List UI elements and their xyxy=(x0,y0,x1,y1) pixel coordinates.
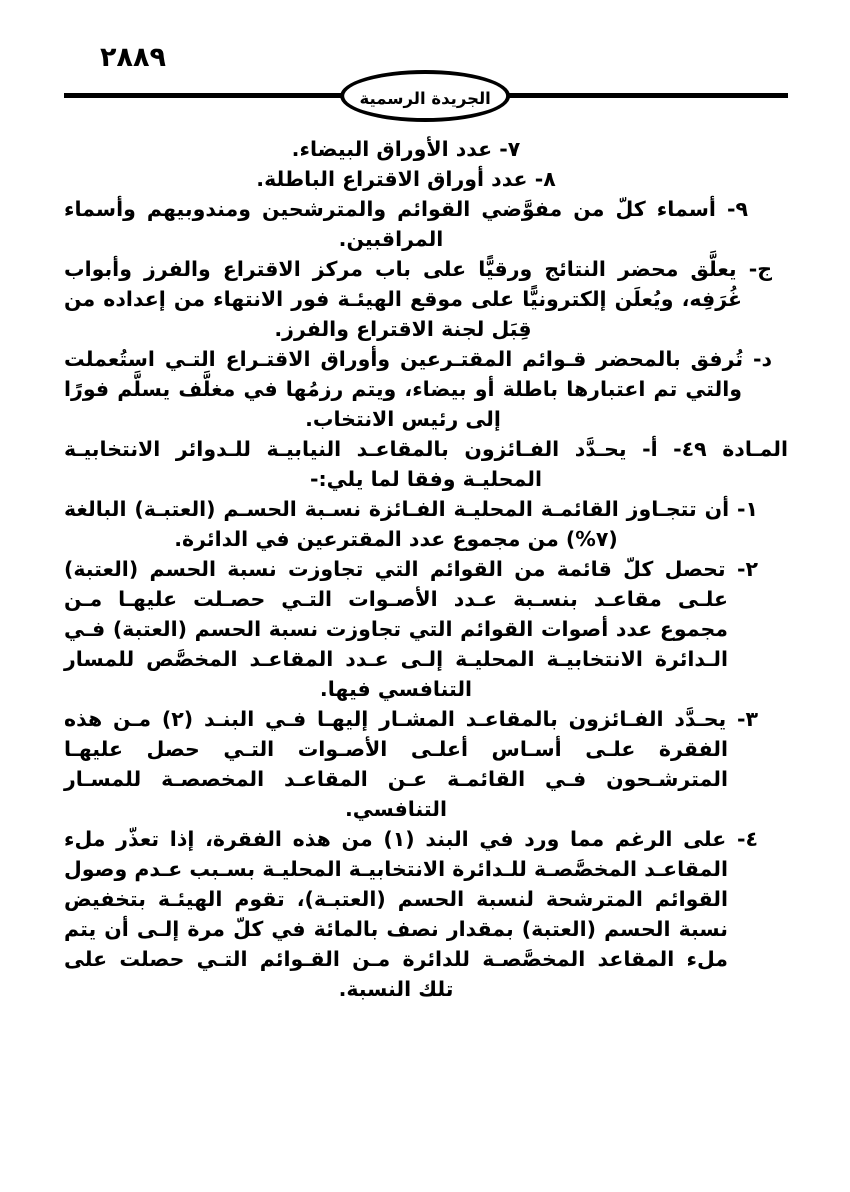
clause-jeem xyxy=(64,254,772,344)
item-marker: ٢- xyxy=(736,557,758,581)
list-item-8 xyxy=(64,164,748,194)
item-marker: ٩- xyxy=(726,197,749,221)
item-text: عدد أوراق الاقتراع الباطلة. xyxy=(256,167,528,191)
item-marker: ٧- xyxy=(499,137,521,161)
header-rule xyxy=(64,70,788,122)
item-text: أن تتجـاوز القائمـة المحليـة الفـائزة نسـبة الحسـم (العتبـة) البالغة (٧%) من مجموع عدد المقترعين في الدائرة. xyxy=(64,497,730,551)
lettered-clauses xyxy=(64,254,788,434)
clause-text: تُرفق بالمحضر قـوائم المقتـرعين وأوراق الاقتـراع التـي استُعملت والتي تم اعتبارها باطلة أو بيضاء، ويتم رزمُها في مغلَّف يسلَّم فورًا إلى رئيس الانتخاب. xyxy=(64,347,744,431)
article-intro-text: يحـدَّد الفـائزون بالمقاعـد النيابيـة للـدوائر الانتخابيـة المحليـة وفقا لما يلي:- xyxy=(64,437,627,491)
item-marker: ٨- xyxy=(534,167,556,191)
item-marker: ٣- xyxy=(736,707,759,731)
article-item-1 xyxy=(64,494,758,554)
item-text: تحصل كلّ قائمة من القوائم التي تجاوزت نسبة الحسم (العتبة) علـى مقاعـد بنسـبة عـدد الأصـوات التـي حصـلت عليهـا مـن مجموع عدد أصوات القوائم التي تجاوزت نسبة الحسم (العتبة) فـي الـدائرة الانتخابيـة المحليـة إلـى عـدد المقاعـد المخصَّص للمسار التنافسي فيها. xyxy=(64,557,728,701)
article-item-3 xyxy=(64,704,758,824)
article-label: المـادة ٤٩- أ- xyxy=(642,437,788,461)
item-text: أسماء كلّ من مفوَّضي القوائم والمترشحين ومندوبيهم وأسماء المراقبين. xyxy=(64,197,716,251)
clause-text: يعلَّق محضر النتائج ورقيًّا على باب مركز الاقتراع والفرز وأبواب غُرَفِه، ويُعلَن إلكترونيًّا على موقع الهيئـة فور الانتهاء من إعداده من قِبَل لجنة الاقتراع والفرز. xyxy=(64,257,742,341)
gazette-title-oval xyxy=(340,70,510,122)
gazette-title: الجريدة الرسمية xyxy=(359,88,491,108)
top-numbered-list xyxy=(64,134,788,254)
article-49-heading xyxy=(64,434,788,494)
article-item-2 xyxy=(64,554,758,704)
article-item-4 xyxy=(64,824,758,1004)
item-marker: ١- xyxy=(736,497,758,521)
list-item-7 xyxy=(64,134,748,164)
article-49-items xyxy=(64,494,788,1004)
item-text: على الرغم مما ورد في البند (١) من هذه الفقرة، إذا تعذّر ملء المقاعـد المخصَّصـة للـدائرة الانتخابيـة المحليـة بسـبب عـدم وصول القوائم المترشحة لنسبة الحسم (العتبـة)، تقوم الهيئـة بتخفيض نسبة الحسم (العتبة) بمقدار نصف بالمائة في كلّ مرة إلـى أن يتم ملء المقاعد المخصَّصـة للدائرة مـن القـوائم التـي حصلت على تلك النسبة. xyxy=(64,827,728,1001)
clause-marker: ج- xyxy=(748,257,772,281)
list-item-9 xyxy=(64,194,748,254)
item-text: عدد الأوراق البيضاء. xyxy=(291,137,493,161)
clause-marker: د- xyxy=(752,347,772,371)
document-body xyxy=(64,134,788,1004)
item-text: يحـدَّد الفـائزون بالمقاعـد المشـار إليهـا فـي البنـد (٢) مـن هذه الفقرة علـى أسـاس أعلـى الأصـوات التـي حصل عليهـا المترشـحون فـي القائمـة عـن المقاعـد المخصصـة للمسـار التنافسي. xyxy=(64,707,728,821)
page-number: ٢٨٨٩ xyxy=(100,42,166,73)
item-marker: ٤- xyxy=(736,827,758,851)
clause-dal xyxy=(64,344,772,434)
